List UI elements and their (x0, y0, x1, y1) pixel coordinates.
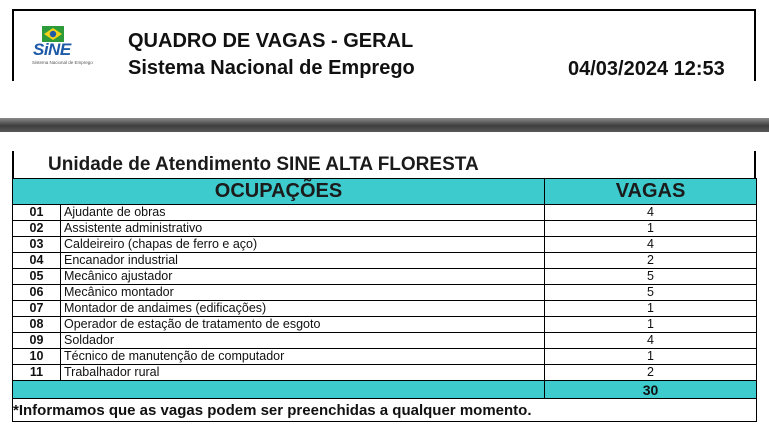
vacancy-count: 2 (545, 253, 757, 269)
vacancy-count: 1 (545, 317, 757, 333)
column-header-occupations: OCUPAÇÕES (13, 179, 545, 205)
table-row (13, 349, 757, 365)
unit-heading-box (12, 151, 756, 178)
row-number: 02 (13, 221, 61, 237)
table-row (13, 237, 757, 253)
occupation-name: Ajudante de obras (61, 205, 545, 221)
occupation-name: Mecânico montador (61, 285, 545, 301)
column-header-vacancies: VAGAS (545, 179, 757, 205)
occupation-name: Encanador industrial (61, 253, 545, 269)
occupation-name: Soldador (61, 333, 545, 349)
row-number: 10 (13, 349, 61, 365)
vacancy-count: 4 (545, 205, 757, 221)
occupation-name: Caldeireiro (chapas de ferro e aço) (61, 237, 545, 253)
table-body (13, 205, 757, 381)
availability-note: *Informamos que as vagas podem ser preenchidas a qualquer momento. (13, 399, 757, 422)
total-label-cell (13, 381, 545, 399)
row-number: 06 (13, 285, 61, 301)
vacancy-count: 1 (545, 349, 757, 365)
occupation-name: Montador de andaimes (edificações) (61, 301, 545, 317)
occupation-name: Operador de estação de tratamento de esgoto (61, 317, 545, 333)
header-top-rule (12, 9, 756, 11)
sine-logo (30, 26, 93, 72)
vacancy-count: 2 (545, 365, 757, 381)
logo-subtitle: Sistema Nacional de Emprego (32, 60, 93, 65)
vacancy-count: 4 (545, 237, 757, 253)
table-row (13, 365, 757, 381)
row-number: 01 (13, 205, 61, 221)
page-header (0, 0, 769, 96)
table-row (13, 205, 757, 221)
table-row (13, 221, 757, 237)
table-row (13, 285, 757, 301)
row-number: 03 (13, 237, 61, 253)
table-row (13, 333, 757, 349)
vacancy-count: 1 (545, 301, 757, 317)
unit-title: Unidade de Atendimento SINE ALTA FLORESTA (48, 154, 479, 175)
row-number: 11 (13, 365, 61, 381)
occupation-name: Mecânico ajustador (61, 269, 545, 285)
vacancy-count: 5 (545, 269, 757, 285)
vacancy-count: 4 (545, 333, 757, 349)
header-left-rule (12, 9, 14, 81)
vacancy-count: 1 (545, 221, 757, 237)
table-row (13, 301, 757, 317)
table-row (13, 317, 757, 333)
row-number: 04 (13, 253, 61, 269)
page-title: QUADRO DE VAGAS - GERAL (128, 30, 414, 52)
header-divider-bar (0, 118, 769, 132)
note-row (13, 399, 757, 422)
row-number: 05 (13, 269, 61, 285)
vacancies-table (12, 178, 757, 422)
occupation-name: Técnico de manutenção de computador (61, 349, 545, 365)
header-right-rule (754, 9, 756, 81)
occupation-name: Trabalhador rural (61, 365, 545, 381)
total-row (13, 381, 757, 399)
row-number: 09 (13, 333, 61, 349)
occupation-name: Assistente administrativo (61, 221, 545, 237)
report-datetime: 04/03/2024 12:53 (568, 58, 725, 80)
table-header-row (13, 179, 757, 205)
table-row (13, 253, 757, 269)
vacancy-count: 5 (545, 285, 757, 301)
table-row (13, 269, 757, 285)
total-vacancies: 30 (545, 381, 757, 399)
row-number: 07 (13, 301, 61, 317)
row-number: 08 (13, 317, 61, 333)
page-subtitle: Sistema Nacional de Emprego (128, 57, 415, 79)
logo-wordmark: SiNE (33, 40, 71, 59)
